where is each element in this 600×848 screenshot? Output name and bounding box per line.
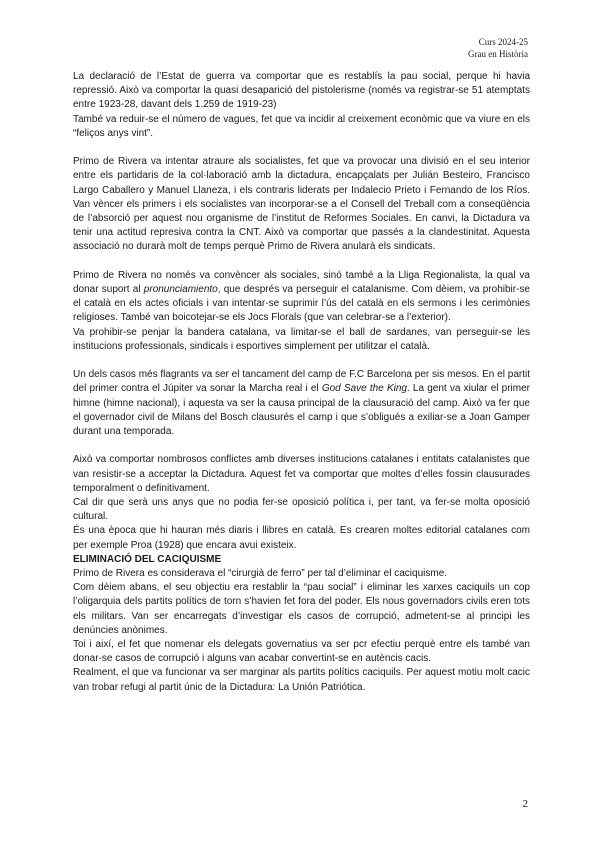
paragraph-vagues: També va reduir-se el número de vagues, fet que va incidir al creixement econòmic que va viure en els “feliços anys vint”.: [73, 113, 530, 139]
paragraph-governadors: Com dèiem abans, el seu objectiu era restablir la “pau social” i eliminar les xarxes caciquils un cop l’oligarquia dels partits polítics de torn s’havien fet fora del poder. Els nous governadors civils eren tots els militars. Van ser encarregats d’investigar els casos de corrupció, admetent-se al principi les denúncies anònimes.: [73, 582, 530, 636]
page-header: [468, 36, 528, 60]
paragraph-barcelona: [73, 368, 530, 439]
text-span: . La gent va xiular el primer himne (himne nacional), i aquesta va ser la causa principal de la clausuració del camp. Això va fer que el governador civil de Milans del Bosch clausurés el camp i que s’obligués a exiliar-se a Joan Gamper durant una temporada.: [73, 383, 530, 438]
paragraph-socialistes: Primo de Rivera va intentar atraure als socialistes, fet que va provocar una divisió en el seu interior entre els partidaris de la col·laboració amb la dictadura, encapçalats per Julián Besteiro, Francisco Largo Caballero y Manuel Llaneza, i els contraris liderats per Indalecio Prieto i Fernando de los Ríos. Van vèncer els primers i els socialistes van incorporar-se a el Consell del Treball com a conseqüència de l’absorció per aquest nou organisme de l’institut de Reformes Sociales. En canvi, la Dictadura va tenir una actitud represiva contra la CNT. Això va comportar que passés a la clandestinitat. Aquesta associació no durarà molt de temps perquè Primo de Rivera anularà els sindicats.: [73, 156, 530, 253]
section-heading: ELIMINACIÓ DEL CACIQUISME: [73, 553, 222, 565]
text-span: Primo de Rivera no només va convèncer als sociales, sinó també a la Lliga Regionalista, la qual va donar suport al: [73, 269, 530, 296]
paragraph-diaris: És una època que hi hauran més diaris i llibres en català. Es crearen moltes editorial catalanes com per exemple Proa (1928) que encara avui existeix.: [73, 525, 530, 551]
degree-name: Grau en Història: [468, 49, 528, 59]
text-span: Un dels casos més flagrants va ser el tancament del camp de F.C Barcelona per sis mesos. En el partit del primer contra el Júpiter va sonar la Marcha real i el: [73, 369, 530, 395]
italic-term: God Save the King: [321, 383, 407, 395]
paragraph-union-patriotica: Realment, el que va funcionar va ser marginar als partits polítics caciquils. Per aquest motiu molt cacic van trobar refugi al partit únic de la Dictadura: La Unión Patriótica.: [73, 667, 530, 693]
page-number: 2: [522, 798, 528, 810]
paragraph-delegats: Toi i així, el fet que nomenar els delegats governatius va ser pcr efectiu perquè entre els també van donar-se casos de corrupció i alguns van acabar convertint-se en autèncis cacis.: [73, 639, 530, 665]
italic-term: pronunciamiento: [143, 284, 218, 296]
paragraph-oposicio: Cal dir que serà uns anys que no podia fer-se oposició política i, per tant, va fer-se molta oposició cultural.: [73, 497, 530, 523]
paragraph-pau-social: La declaració de l’Estat de guerra va comportar que es restablís la pau social, perque hi havia repressió. Això va comportar la quasi desaparició del pistolerisme (només va registrar-se 51 atemptats entre 1923-28, davant dels 1.259 de 1919-23): [73, 71, 530, 111]
paragraph-cirurgia: Primo de Rivera es considerava el “cirurgià de ferro” per tal d’eliminar el caciquisme.: [73, 568, 448, 580]
paragraph-conflictes: Això va comportar nombrosos conflictes amb diverses institucions catalanes i entitats catalanistes que van resistir-se a acceptar la Dictadura. Aquest fet va comportar que moltes d’elles fossin clausurades temporalment o definitivament.: [73, 454, 530, 494]
text-span: , que després va perseguir el catalanisme. Com dèiem, va prohibir-se el català en els actes oficials i van intentar-se suprimir l’ús del català en els sermons i les cerimònies religioses. També van boicotejar-se els Jocs Florals (que van celebrar-se a l’exterior).: [73, 284, 530, 324]
paragraph-bandera: Va prohibir-se penjar la bandera catalana, va limitar-se el ball de sardanes, van perseguir-se les institucions professionals, sindicals i esportives simplement per utilitzar el català.: [73, 326, 530, 352]
course-year: Curs 2024-25: [478, 37, 528, 47]
document-body: [73, 70, 530, 695]
paragraph-lliga: [73, 269, 530, 326]
